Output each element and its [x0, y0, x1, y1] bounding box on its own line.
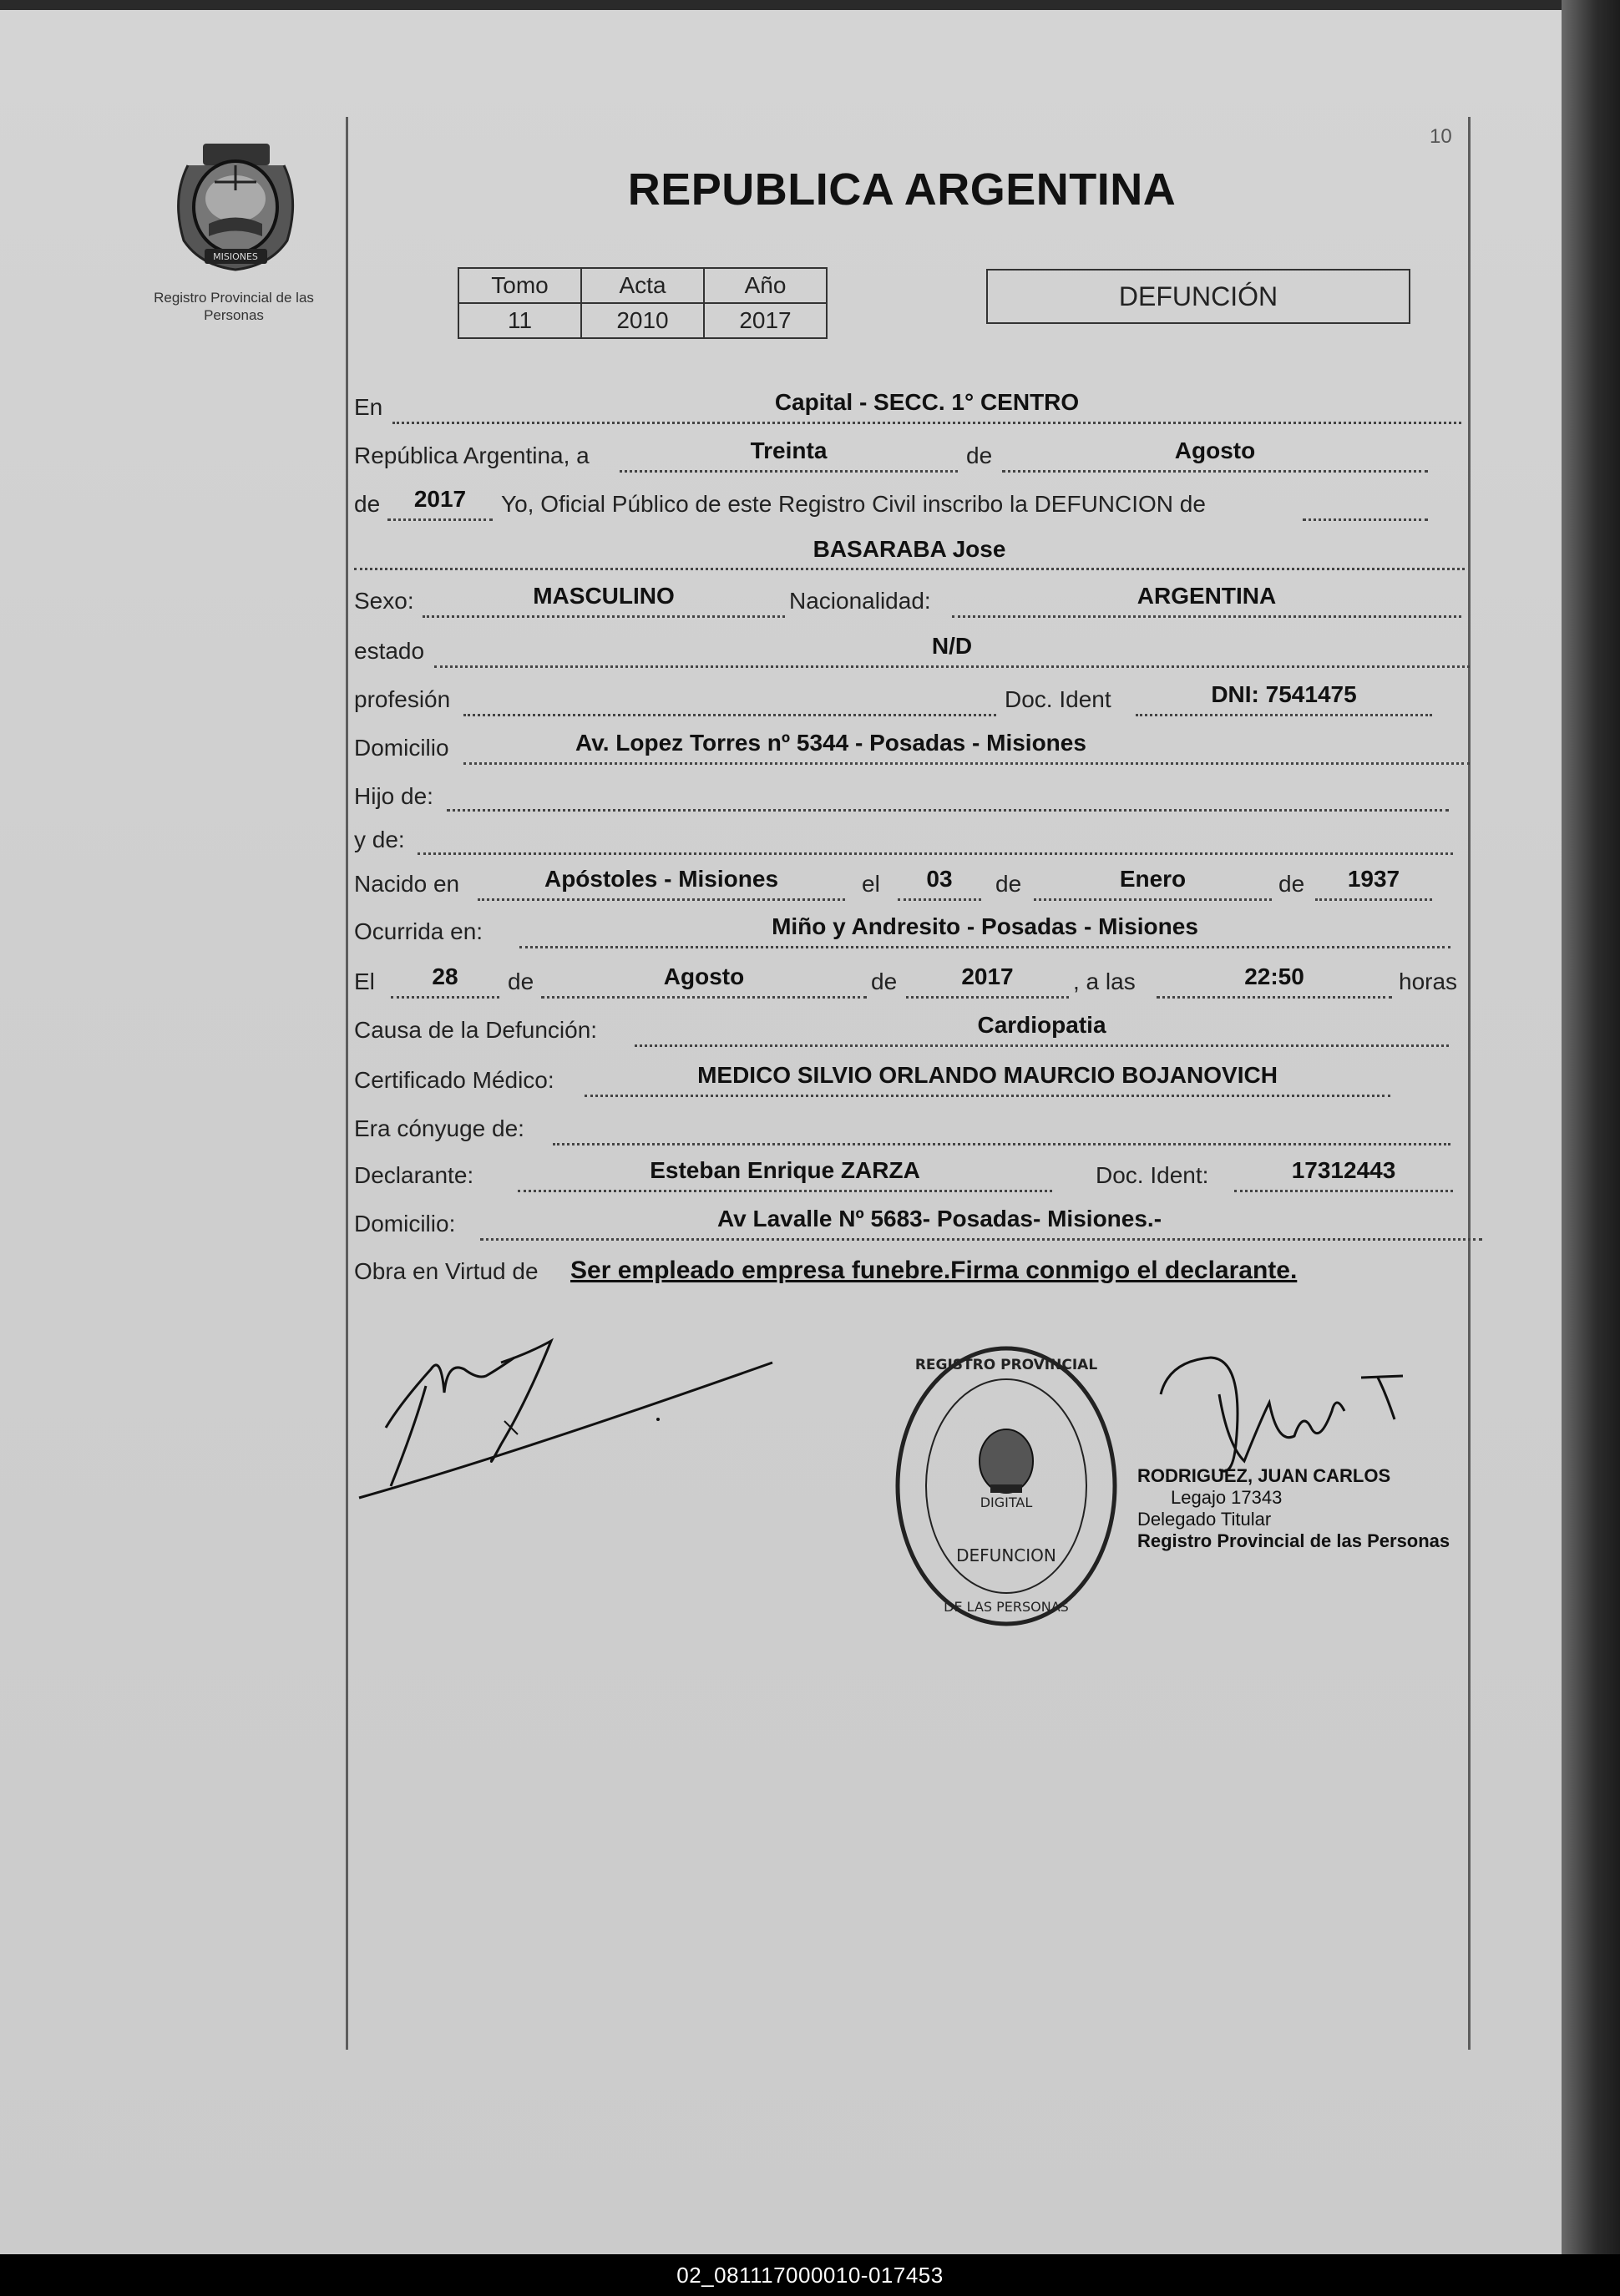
- value-dia-defuncion: 28: [432, 963, 458, 989]
- label-causa: Causa de la Defunción:: [354, 1017, 598, 1043]
- value-lugar: Capital - SECC. 1° CENTRO: [774, 389, 1080, 415]
- value-domicilio: Av. Lopez Torres nº 5344 - Posadas - Misiones: [575, 730, 1086, 756]
- value-estado: N/D: [931, 633, 973, 659]
- line-domicilio: [463, 762, 1470, 765]
- label-obra: Obra en Virtud de: [354, 1258, 539, 1284]
- label-horas: horas: [1399, 968, 1458, 994]
- value-mes-nacimiento: Enero: [1119, 866, 1187, 892]
- line-anio-reg: [387, 518, 493, 521]
- line-documento: [1136, 714, 1432, 716]
- line-conyuge: [553, 1143, 1450, 1145]
- label-y-de: y de:: [354, 827, 405, 852]
- label-yo: Yo, Oficial Público de este Registro Civil inscribo la DEFUNCION de: [501, 491, 1206, 517]
- label-en: En: [354, 394, 383, 420]
- tomo-acta-anio-table: [458, 267, 828, 339]
- label-domicilio-declarante: Domicilio:: [354, 1211, 456, 1237]
- value-obra-en-virtud: Ser empleado empresa funebre.Firma conmigo el declarante.: [570, 1257, 1298, 1284]
- signer-legajo: Legajo 17343: [1171, 1487, 1283, 1508]
- value-dia-texto: Treinta: [750, 437, 828, 463]
- value-declarante: Esteban Enrique ZARZA: [650, 1157, 920, 1183]
- value-mes-texto: Agosto: [1174, 437, 1256, 463]
- right-margin-line: [1468, 117, 1471, 2050]
- tomo-value: 11: [458, 303, 581, 338]
- label-el: El: [354, 968, 375, 994]
- line-en: [392, 422, 1461, 424]
- line-causa: [635, 1044, 1449, 1047]
- line-anio-def: [906, 996, 1069, 999]
- line-dia-def: [391, 996, 499, 999]
- scan-filename: 02_081117000010-017453: [676, 2263, 944, 2288]
- line-domicilio-declarante: [480, 1238, 1482, 1241]
- value-doc-declarante: 17312443: [1291, 1157, 1396, 1183]
- svg-text:MISIONES: MISIONES: [213, 251, 258, 262]
- line-lugar-nac: [478, 898, 845, 901]
- label-de-2: de: [354, 491, 381, 517]
- value-nombre: BASARABA Jose: [813, 536, 1006, 562]
- official-signer-block: [1137, 1465, 1450, 1552]
- line-doc-declarante: [1234, 1190, 1453, 1192]
- value-anio-defuncion: 2017: [961, 963, 1014, 989]
- registry-seal-stamp: [885, 1336, 1127, 1636]
- label-de-5: de: [508, 968, 534, 994]
- record-type-box: DEFUNCIÓN: [986, 269, 1410, 324]
- label-profesion: profesión: [354, 686, 451, 712]
- value-nacionalidad: ARGENTINA: [1137, 583, 1277, 609]
- label-ocurrida-en: Ocurrida en:: [354, 918, 483, 944]
- label-sexo: Sexo:: [354, 588, 414, 614]
- acta-label: Acta: [581, 268, 704, 303]
- svg-text:DIGITAL: DIGITAL: [980, 1494, 1033, 1510]
- label-de-3: de: [995, 871, 1022, 897]
- label-de-1: de: [966, 443, 993, 468]
- value-domicilio-declarante: Av Lavalle Nº 5683- Posadas- Misiones.-: [716, 1206, 1162, 1231]
- label-a-las: , a las: [1073, 968, 1136, 994]
- value-causa: Cardiopatia: [977, 1012, 1106, 1038]
- label-domicilio: Domicilio: [354, 735, 449, 761]
- line-hijo-de: [447, 809, 1449, 812]
- label-de-4: de: [1278, 871, 1305, 897]
- svg-text:DE LAS PERSONAS: DE LAS PERSONAS: [944, 1599, 1069, 1615]
- label-certificado: Certificado Médico:: [354, 1067, 554, 1093]
- label-estado: estado: [354, 638, 425, 664]
- line-yo-end: [1303, 518, 1428, 521]
- value-hora: 22:50: [1244, 963, 1304, 989]
- label-conyuge: Era cónyuge de:: [354, 1115, 524, 1141]
- label-doc-ident: Doc. Ident: [1005, 686, 1111, 712]
- label-doc-ident-declarante: Doc. Ident:: [1096, 1162, 1209, 1188]
- signer-role: Delegado Titular: [1137, 1509, 1272, 1530]
- page-number: 10: [1430, 125, 1452, 148]
- crest-caption: Registro Provincial de las Personas: [154, 290, 314, 323]
- label-de-6: de: [871, 968, 898, 994]
- value-anio-registro: 2017: [413, 486, 467, 512]
- value-lugar-defuncion: Miño y Andresito - Posadas - Misiones: [772, 913, 1198, 939]
- line-profesion: [463, 714, 996, 716]
- value-certificado: MEDICO SILVIO ORLANDO MAURCIO BOJANOVICH: [697, 1062, 1278, 1088]
- line-mes: [1002, 470, 1428, 473]
- document-page: [0, 10, 1562, 2256]
- left-margin-line: [346, 117, 348, 2050]
- line-dia: [620, 470, 958, 473]
- anio-value: 2017: [704, 303, 827, 338]
- line-y-de: [418, 852, 1453, 855]
- line-sexo: [423, 615, 785, 618]
- label-nacido-en: Nacido en: [354, 871, 460, 897]
- line-mes-nac: [1034, 898, 1272, 901]
- line-certificado: [585, 1095, 1390, 1097]
- label-hijo-de: Hijo de:: [354, 783, 433, 809]
- value-documento: DNI: 7541475: [1211, 681, 1357, 707]
- line-lugar-def: [519, 946, 1450, 948]
- line-declarante: [518, 1190, 1052, 1192]
- anio-label: Año: [704, 268, 827, 303]
- province-crest-logo: [163, 132, 309, 274]
- declarant-signature: [351, 1302, 785, 1553]
- acta-value: 2010: [581, 303, 704, 338]
- line-estado: [434, 665, 1470, 668]
- svg-text:REGISTRO PROVINCIAL: REGISTRO PROVINCIAL: [914, 1357, 1098, 1373]
- label-declarante: Declarante:: [354, 1162, 474, 1188]
- line-anio-nac: [1315, 898, 1432, 901]
- page-edge-shadow: [1562, 0, 1620, 2254]
- line-hora: [1157, 996, 1392, 999]
- value-dia-nacimiento: 03: [926, 866, 953, 892]
- line-dia-nac: [898, 898, 981, 901]
- label-nacionalidad: Nacionalidad:: [789, 588, 931, 614]
- line-nombre: [354, 568, 1465, 570]
- value-mes-defuncion: Agosto: [663, 963, 745, 989]
- label-el-lower: el: [862, 871, 880, 897]
- signer-office: Registro Provincial de las Personas: [1137, 1530, 1450, 1551]
- label-rep-a: República Argentina, a: [354, 443, 590, 468]
- line-nacionalidad: [952, 615, 1461, 618]
- document-title: REPUBLICA ARGENTINA: [627, 164, 1177, 215]
- tomo-label: Tomo: [458, 268, 581, 303]
- svg-text:DEFUNCION: DEFUNCION: [956, 1545, 1056, 1565]
- value-lugar-nacimiento: Apóstoles - Misiones: [544, 866, 779, 892]
- line-mes-def: [541, 996, 867, 999]
- value-sexo: MASCULINO: [533, 583, 675, 609]
- signer-name: RODRIGUEZ, JUAN CARLOS: [1137, 1465, 1391, 1486]
- value-anio-nacimiento: 1937: [1347, 866, 1400, 892]
